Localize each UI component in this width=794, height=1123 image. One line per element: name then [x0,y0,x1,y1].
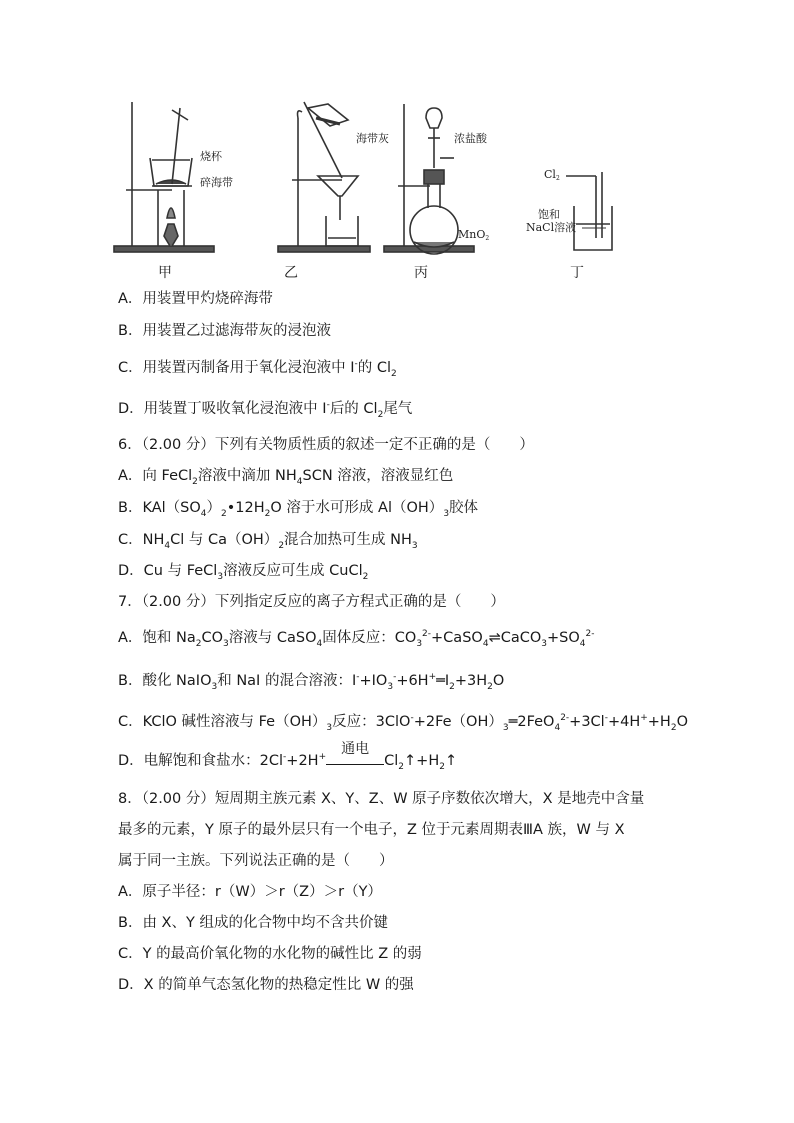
label-cl2: Cl [544,168,556,181]
label-mno2: MnO [458,228,486,241]
q6-stem: 6．（2.00 分）下列有关物质性质的叙述一定不正确的是（ ） [118,437,534,453]
q8-option-d: D．X 的简单气态氢化物的热稳定性比 W 的强 [118,977,414,993]
label-nacl-2: NaCl溶液 [526,221,577,234]
q6-option-b: B．$KAl(SO_4)_2•12H_2O$ 溶于水可形成 $Al(OH)_3$胶体 [118,500,479,519]
apparatus-yi [278,102,370,252]
q5-option-d: D．用装置丁吸收氧化浸泡液中 I-后的 $Cl_2$尾气 [118,400,413,420]
q7-option-b: B．酸化 NaIO$_3$和 NaI 的混合溶液：$I^-+IO_3^-+6H^+═I_2+3H_2O$ [118,672,505,692]
svg-text:Cl2 [544,168,560,182]
q8-stem-line-1: 8．（2.00 分）短周期主族元素 X、Y、Z、W 原子序数依次增大，X 是地壳中含量 [118,791,645,807]
label-beaker: 烧杯 [200,150,222,163]
caption-yi: 乙 [284,265,298,281]
label-seaweed: 碎海带 [200,176,233,189]
q7-option-a: A．饱和 $Na_2CO_3$溶液与 CaSO$_4$固体反应：$CO_3^{2-}+CaSO_4\rightleftharpoons CaCO_3+SO_4^{2-}$ [118,629,595,649]
q8-option-c: C．Y 的最高价氧化物的水化物的碱性比 Z 的弱 [118,946,422,962]
q6-option-c: C．$NH_4Cl$ 与 $Ca(OH)_2$混合加热可生成 $NH_3$ [118,532,418,551]
q5-option-b: B．用装置乙过滤海带灰的浸泡液 [118,323,331,339]
apparatus-jia [114,102,214,252]
q6-option-d: D．Cu 与 FeCl$_3$溶液反应可生成 CuCl$_2$ [118,563,369,582]
q5-option-c: C．用装置丙制备用于氧化浸泡液中 I-的 $Cl_2$ [118,359,397,379]
label-ash: 海带灰 [356,132,389,145]
electrolysis-condition: 通电 [341,741,370,757]
label-hcl: 浓盐酸 [454,132,487,145]
caption-ding: 丁 [570,265,584,281]
q7-stem: 7．（2.00 分）下列指定反应的离子方程式正确的是（ ） [118,594,505,610]
q7-option-c: C．KClO 碱性溶液与 $Fe(OH)_3$反应：$3ClO^-+2Fe(OH)_3═2FeO_4^{2-}+3Cl^-+4H^++H_2O$ [118,713,688,733]
q6-option-a: A．向 FeCl$_2$溶液中滴加 $NH_4SCN$ 溶液，溶液显红色 [118,468,454,487]
q5-option-a: A．用装置甲灼烧碎海带 [118,291,273,307]
apparatus-figure [112,98,692,280]
caption-bing: 丙 [414,265,428,281]
q7-option-d: D．电解饱和食盐水：2Cl-+2H+ 通电 $Cl_2↑+H_2↑$ [118,741,458,772]
q8-stem-line-2: 最多的元素，Y 原子的最外层只有一个电子，Z 位于元素周期表ⅢA 族，W 与 X [118,822,625,838]
q8-option-a: A．原子半径：r（W）＞r（Z）＞r（Y） [118,884,382,900]
label-cl2-sub: 2 [555,175,560,182]
q8-option-b: B．由 X、Y 组成的化合物中均不含共价键 [118,915,388,931]
label-nacl-1: 饱和 [538,208,560,221]
apparatus-ding [566,172,612,250]
svg-text:MnO2 [458,228,489,242]
label-mno2-sub: 2 [485,235,490,242]
q8-stem-line-3: 属于同一主族。下列说法正确的是（ ） [118,853,394,869]
caption-jia: 甲 [158,265,172,281]
